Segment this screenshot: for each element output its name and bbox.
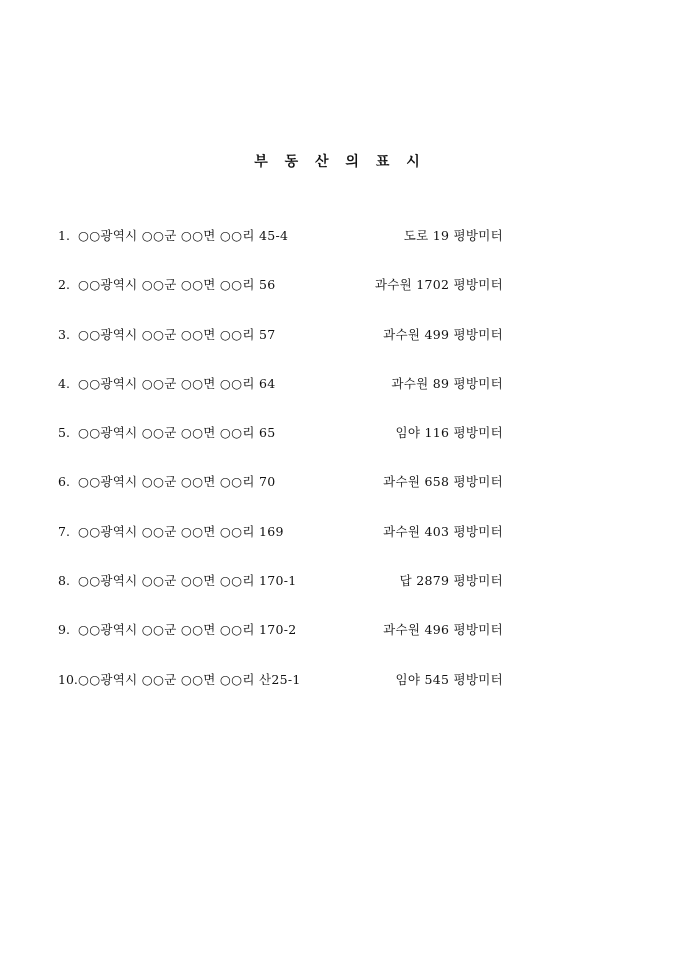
list-item	[58, 573, 503, 622]
item-address: ○○광역시 ○○군 ○○면 ○○리 170-1	[78, 573, 297, 589]
item-address: ○○광역시 ○○군 ○○면 ○○리 169	[78, 523, 284, 539]
item-address: ○○광역시 ○○군 ○○면 ○○리 57	[78, 326, 276, 342]
item-land: 답 2879 평방미터	[399, 573, 503, 589]
list-item	[58, 474, 503, 523]
list-item	[58, 277, 503, 326]
item-address: ○○광역시 ○○군 ○○면 ○○리 70	[78, 474, 276, 490]
item-land: 과수원 658 평방미터	[383, 474, 503, 490]
item-number: 3.	[58, 326, 70, 342]
item-number: 2.	[58, 277, 70, 293]
item-land: 임야 545 평방미터	[395, 671, 503, 687]
item-address: ○○광역시 ○○군 ○○면 ○○리 56	[78, 277, 276, 293]
item-address: ○○광역시 ○○군 ○○면 ○○리 산25-1	[78, 671, 301, 687]
list-item	[58, 622, 503, 671]
item-address: ○○광역시 ○○군 ○○면 ○○리 45-4	[78, 228, 289, 243]
list-item	[58, 228, 503, 277]
item-address: ○○광역시 ○○군 ○○면 ○○리 170-2	[78, 622, 297, 638]
item-land: 도로 19 평방미터	[403, 228, 503, 243]
item-number: 1.	[58, 228, 70, 243]
item-address: ○○광역시 ○○군 ○○면 ○○리 64	[78, 375, 276, 391]
list-item	[58, 376, 503, 425]
item-number: 6.	[58, 474, 70, 490]
item-land: 과수원 496 평방미터	[383, 622, 503, 638]
list-item	[58, 524, 503, 573]
item-number: 8.	[58, 573, 70, 589]
item-land: 임야 116 평방미터	[395, 425, 503, 441]
item-number: 7.	[58, 523, 70, 539]
item-number: 9.	[58, 622, 70, 638]
property-list	[58, 228, 503, 721]
list-item	[58, 672, 503, 721]
item-number: 5.	[58, 425, 70, 441]
item-land: 과수원 403 평방미터	[383, 523, 503, 539]
item-number: 4.	[58, 375, 70, 391]
list-item	[58, 327, 503, 376]
list-item	[58, 425, 503, 474]
item-land: 과수원 89 평방미터	[391, 375, 503, 391]
item-number: 10.	[58, 671, 78, 687]
item-land: 과수원 499 평방미터	[383, 326, 503, 342]
item-address: ○○광역시 ○○군 ○○면 ○○리 65	[78, 425, 276, 441]
document-title: 부 동 산 의 표 시	[254, 154, 426, 170]
item-land: 과수원 1702 평방미터	[374, 277, 503, 293]
